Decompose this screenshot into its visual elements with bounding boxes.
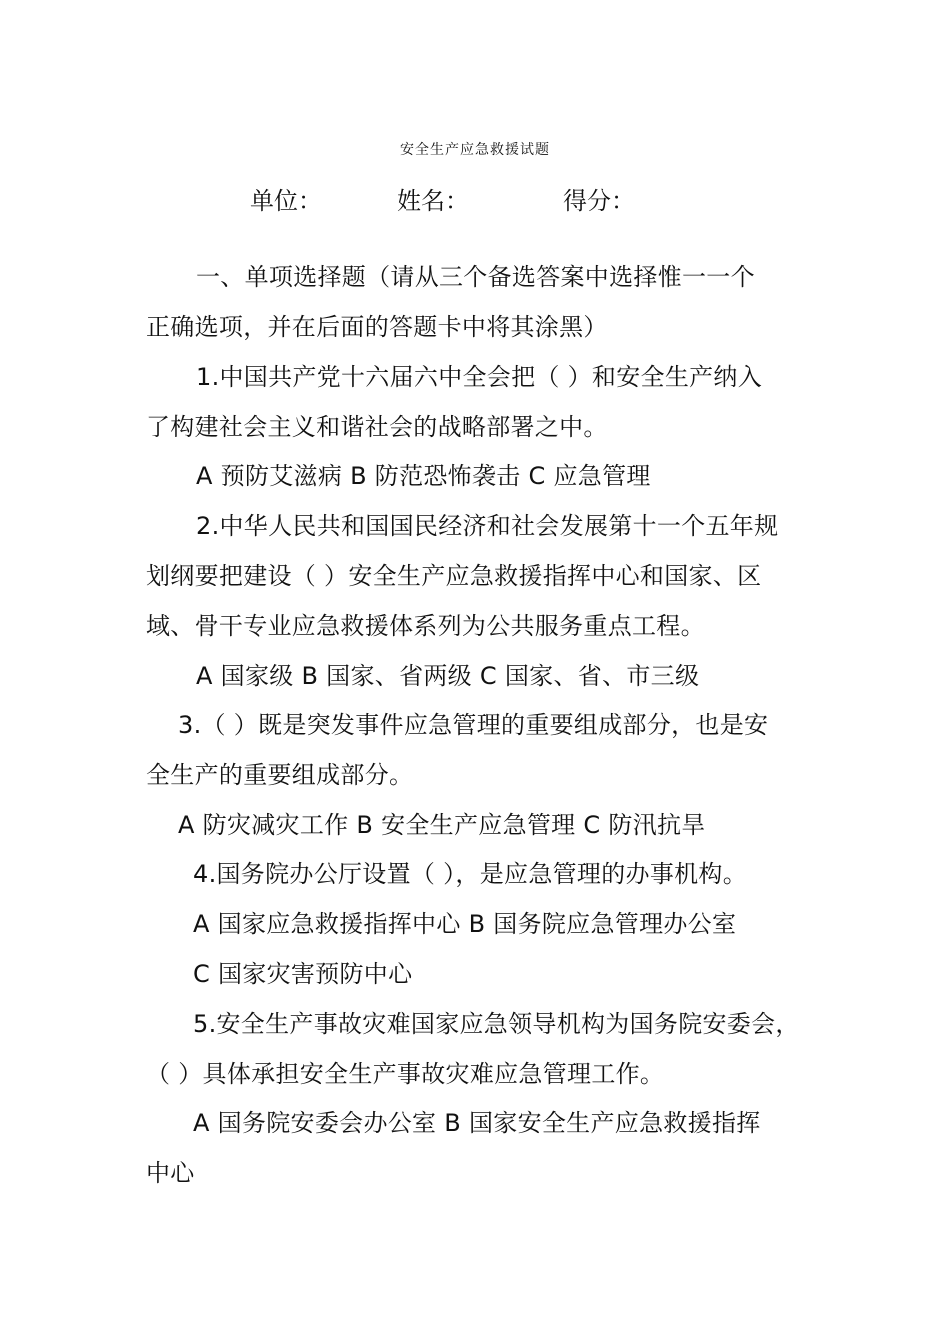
question-5-line-2: （ ）具体承担安全生产事故灾难应急管理工作。 <box>146 1060 665 1088</box>
name-label: 姓名： <box>397 187 469 215</box>
page-title: 安全生产应急救援试题 <box>400 142 550 158</box>
section-heading-line-2: 正确选项，并在后面的答题卡中将其涂黑） <box>146 313 608 341</box>
question-4-options-line-2: C 国家灾害预防中心 <box>193 960 413 988</box>
question-1-line-2: 了构建社会主义和谐社会的战略部署之中。 <box>146 413 608 441</box>
question-3-line-1: 3.（ ）既是突发事件应急管理的重要组成部分，也是安 <box>178 711 769 739</box>
question-2-line-2: 划纲要把建设（ ）安全生产应急救援指挥中心和国家、区 <box>146 562 762 590</box>
unit-label: 单位： <box>250 187 322 215</box>
question-5-line-1: 5.安全生产事故灾难国家应急领导机构为国务院安委会， <box>193 1010 800 1038</box>
question-2-line-3: 域、骨干专业应急救援体系列为公共服务重点工程。 <box>146 612 705 640</box>
question-1-line-1: 1.中国共产党十六届六中全会把（ ）和安全生产纳入 <box>196 363 763 391</box>
question-1-options: A 预防艾滋病 B 防范恐怖袭击 C 应急管理 <box>196 462 651 490</box>
question-3-options: A 防灾减灾工作 B 安全生产应急管理 C 防汛抗旱 <box>178 811 706 839</box>
question-4-options-line-1: A 国家应急救援指挥中心 B 国务院应急管理办公室 <box>193 910 737 938</box>
score-label: 得分： <box>563 187 635 215</box>
question-2-options: A 国家级 B 国家、省两级 C 国家、省、市三级 <box>196 662 700 690</box>
section-heading-line-1: 一、单项选择题（请从三个备选答案中选择惟一一个 <box>196 263 755 291</box>
question-3-line-2: 全生产的重要组成部分。 <box>146 761 414 789</box>
question-5-options-line-1: A 国务院安委会办公室 B 国家安全生产应急救援指挥 <box>193 1109 761 1137</box>
question-5-options-line-2: 中心 <box>146 1159 195 1187</box>
question-4-line-1: 4.国务院办公厅设置（ ），是应急管理的办事机构。 <box>193 860 748 888</box>
question-2-line-1: 2.中华人民共和国国民经济和社会发展第十一个五年规 <box>196 512 779 540</box>
